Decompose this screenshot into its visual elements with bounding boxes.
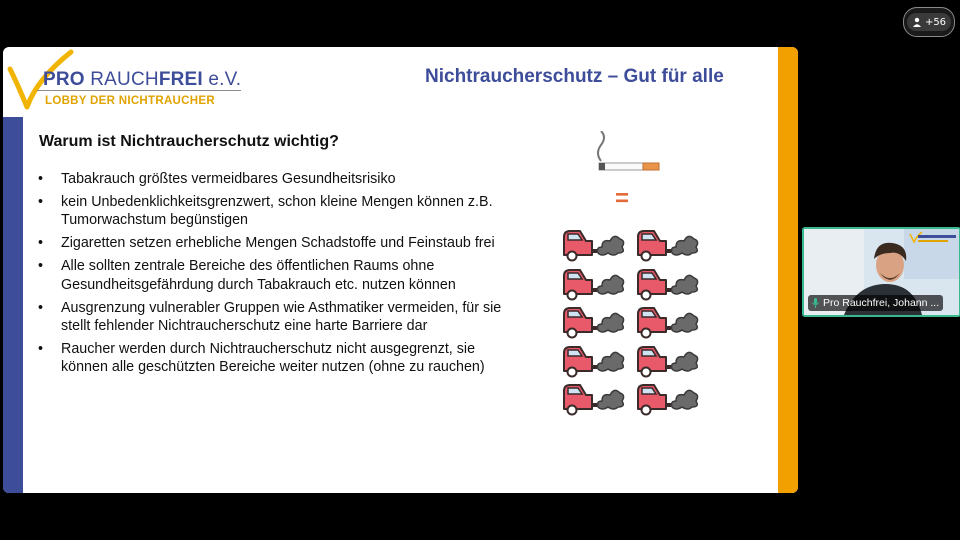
car-exhaust-grid <box>562 225 702 419</box>
car-exhaust-icon <box>562 264 626 302</box>
car-exhaust-icon <box>636 379 700 417</box>
participant-count: +56 <box>924 16 947 28</box>
shared-slide <box>3 47 798 493</box>
mic-icon <box>812 298 819 308</box>
bullet-list <box>38 170 508 381</box>
bullet-item: • Tabakrauch größtes vermeidbares Gesundheitsrisiko <box>38 170 508 188</box>
logo-divider <box>37 90 241 91</box>
person-icon <box>912 17 922 27</box>
car-exhaust-icon <box>636 225 700 263</box>
participants-button[interactable] <box>903 7 955 37</box>
car-exhaust-icon <box>636 341 700 379</box>
equals-sign: = <box>615 185 630 212</box>
bullet-item: • Ausgrenzung vulnerabler Gruppen wie Asthmatiker vermeiden, für sie stellt fehlender Nichtraucherschutz eine harte Barriere dar <box>38 299 508 336</box>
bullet-item: • Zigaretten setzen erhebliche Mengen Schadstoffe und Feinstaub frei <box>38 234 508 252</box>
car-exhaust-icon <box>562 379 626 417</box>
car-exhaust-icon <box>636 264 700 302</box>
slide-title: Nichtraucherschutz – Gut für alle <box>425 66 724 87</box>
bullet-item: • Raucher werden durch Nichtraucherschutz nicht ausgegrenzt, sie können alle geschützten Bereiche weiter nutzen (ohne zu rauchen) <box>38 340 508 377</box>
bullet-item: • Alle sollten zentrale Bereiche des öffentlichen Raums ohne Gesundheitsgefährdung durch Tabakrauch etc. nutzen können <box>38 257 508 294</box>
car-exhaust-icon <box>562 225 626 263</box>
slide-heading: Warum ist Nichtraucherschutz wichtig? <box>39 133 339 150</box>
participant-name-label: Pro Rauchfrei, Johann ... <box>808 295 943 311</box>
logo-subtitle: LOBBY DER NICHTRAUCHER <box>45 95 215 107</box>
cigarette-icon <box>593 131 663 177</box>
car-exhaust-icon <box>562 341 626 379</box>
left-accent-bar <box>3 117 23 493</box>
bullet-item: • kein Unbedenklichkeitsgrenzwert, schon kleine Mengen können z.B. Tumorwachstum begünstigen <box>38 193 508 230</box>
logo <box>7 49 247 111</box>
car-exhaust-icon <box>636 302 700 340</box>
participant-video-tile[interactable] <box>802 227 960 317</box>
logo-org-name: PRO RAUCHFREI e.V. <box>43 69 242 90</box>
car-exhaust-icon <box>562 302 626 340</box>
right-accent-bar <box>778 47 798 493</box>
